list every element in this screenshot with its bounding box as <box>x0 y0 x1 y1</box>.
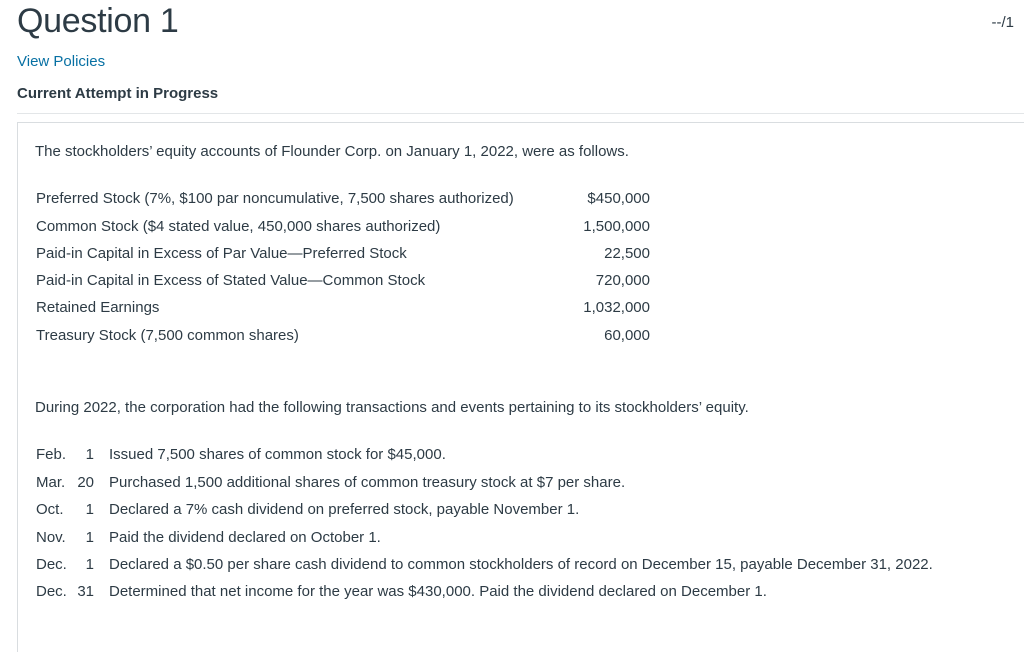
transaction-day: 31 <box>77 583 94 600</box>
transactions-intro: During 2022, the corporation had the following transactions and events pertaining to its stockholders’ equity. <box>35 399 749 416</box>
account-amount: $450,000 <box>587 190 650 207</box>
transaction-description: Purchased 1,500 additional shares of common treasury stock at $7 per share. <box>109 474 626 491</box>
account-label: Retained Earnings <box>36 299 160 316</box>
transaction-month: Oct. <box>36 501 64 518</box>
account-label: Treasury Stock (7,500 common shares) <box>36 327 299 344</box>
transaction-month: Dec. <box>36 556 67 573</box>
transaction-description: Declared a $0.50 per share cash dividend to common stockholders of record on December 15, payable December 31, 2022. <box>109 556 933 573</box>
points-indicator: --/1 <box>991 14 1014 31</box>
account-amount: 1,500,000 <box>583 218 650 235</box>
account-label: Paid-in Capital in Excess of Stated Value—Common Stock <box>36 272 426 289</box>
problem-intro: The stockholders’ equity accounts of Flounder Corp. on January 1, 2022, were as follows. <box>35 143 629 160</box>
attempt-status: Current Attempt in Progress <box>17 85 219 102</box>
transaction-description: Determined that net income for the year was $430,000. Paid the dividend declared on December 1. <box>109 583 767 600</box>
transaction-description: Paid the dividend declared on October 1. <box>109 529 381 546</box>
transaction-day: 1 <box>85 501 94 518</box>
transaction-description: Declared a 7% cash dividend on preferred stock, payable November 1. <box>109 501 580 518</box>
account-label: Paid-in Capital in Excess of Par Value—Preferred Stock <box>36 245 407 262</box>
transaction-day: 1 <box>85 556 94 573</box>
transaction-day: 20 <box>77 474 94 491</box>
transaction-month: Nov. <box>36 529 66 546</box>
account-amount: 1,032,000 <box>583 299 650 316</box>
header-divider <box>17 113 1024 114</box>
transaction-month: Feb. <box>36 446 67 463</box>
transaction-day: 1 <box>85 446 94 463</box>
account-amount: 720,000 <box>595 272 650 289</box>
account-label: Common Stock ($4 stated value, 450,000 shares authorized) <box>36 218 441 235</box>
transaction-month: Dec. <box>36 583 67 600</box>
question-title: Question 1 <box>17 2 179 40</box>
account-amount: 22,500 <box>604 245 650 262</box>
transaction-month: Mar. <box>36 474 66 491</box>
transaction-description: Issued 7,500 shares of common stock for $45,000. <box>109 446 446 463</box>
transaction-day: 1 <box>85 529 94 546</box>
account-amount: 60,000 <box>604 327 650 344</box>
account-label: Preferred Stock (7%, $100 par noncumulative, 7,500 shares authorized) <box>36 190 514 207</box>
view-policies-link[interactable]: View Policies <box>17 53 106 70</box>
